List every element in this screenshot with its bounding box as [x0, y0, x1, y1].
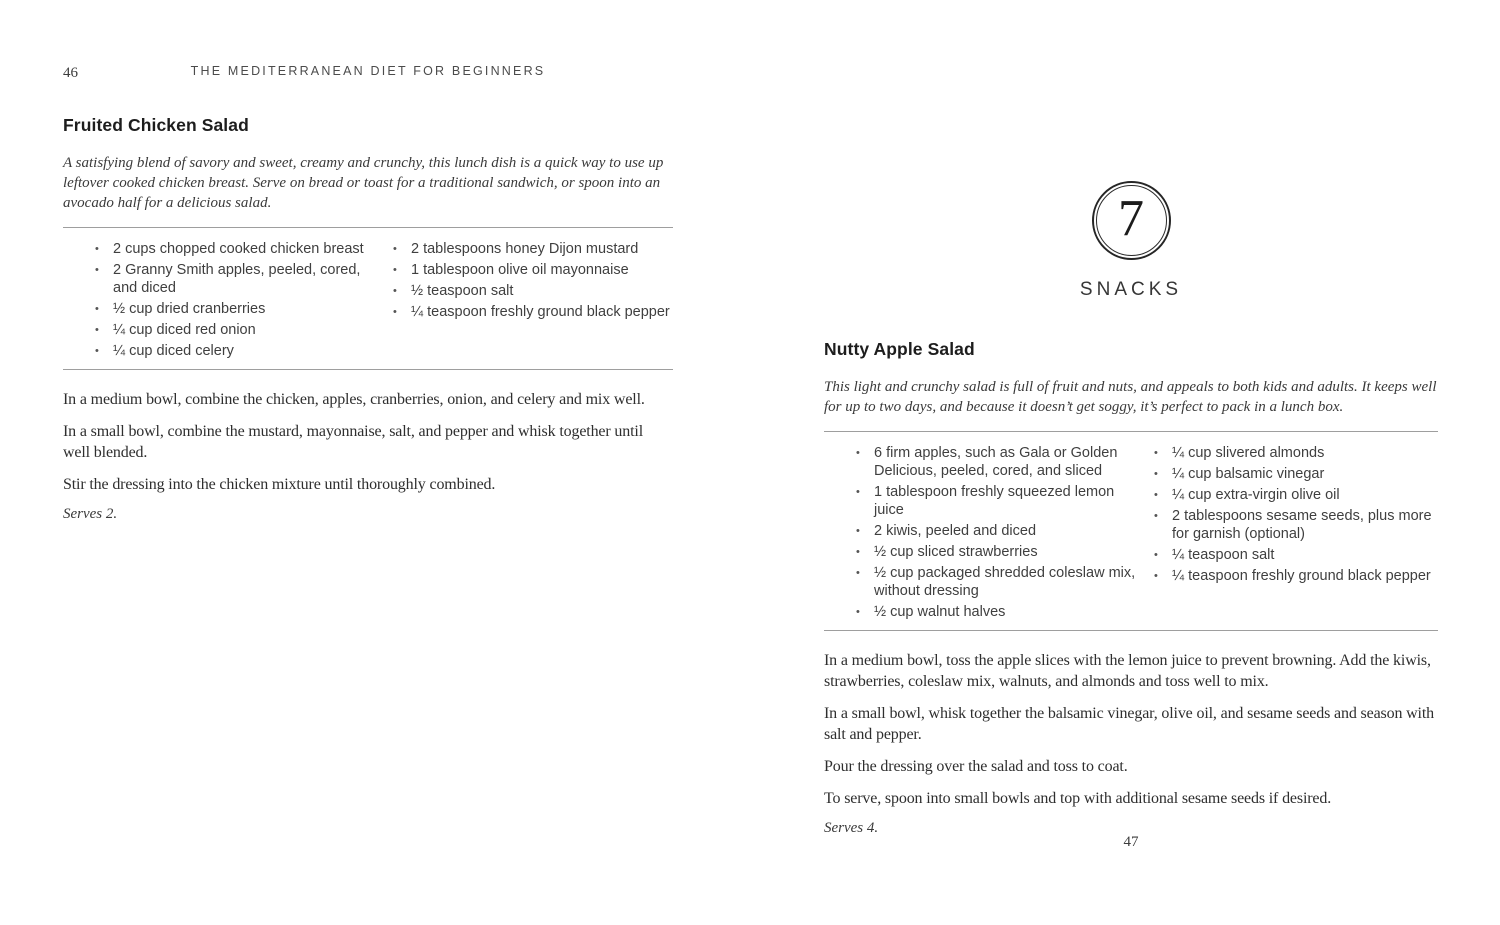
ingredient-list-left-col1	[63, 240, 393, 363]
ingredient-item	[95, 321, 379, 339]
ingredient-list-left-col2	[393, 240, 673, 363]
bullet-dot: •	[1154, 468, 1158, 480]
ingredient-item	[1154, 507, 1438, 543]
chapter-ornament	[824, 181, 1438, 301]
ingredient-item	[393, 261, 673, 279]
bullet-dot: •	[856, 606, 860, 618]
ingredient-item	[393, 303, 673, 321]
recipe-intro-right: This light and crunchy salad is full of fruit and nuts, and appeals to both kids and adults. It keeps well for up to two days, and because it doesn’t get soggy, it’s perfect to pack in a lunch box.	[824, 379, 1437, 415]
page-number-right: 47	[1123, 834, 1139, 850]
ingredient-text: 6 firm apples, such as Gala or Golden Delicious, peeled, cored, and sliced	[874, 445, 1118, 479]
ingredient-item	[95, 240, 379, 258]
ingredient-item	[856, 564, 1140, 600]
chapter-title: SNACKS	[1079, 279, 1183, 300]
running-header	[63, 64, 673, 82]
ingredient-text: ¼ cup balsamic vinegar	[1172, 466, 1325, 482]
instructions-left	[63, 389, 673, 495]
bullet-dot: •	[95, 324, 99, 336]
bullet-dot: •	[393, 243, 397, 255]
ingredient-text: ¼ teaspoon freshly ground black pepper	[411, 304, 670, 320]
ingredient-text: 1 tablespoon olive oil mayonnaise	[411, 262, 629, 278]
ingredient-item	[856, 603, 1140, 621]
instructions-right	[824, 650, 1438, 809]
instruction-step: In a small bowl, whisk together the balsamic vinegar, olive oil, and sesame seeds and season with salt and pepper.	[824, 705, 1434, 743]
ingredient-list-right-col2	[1154, 444, 1438, 624]
bullet-dot: •	[95, 345, 99, 357]
ingredient-text: ½ teaspoon salt	[411, 283, 514, 299]
bullet-dot: •	[1154, 489, 1158, 501]
ingredient-text: 2 tablespoons sesame seeds, plus more for garnish (optional)	[1172, 508, 1432, 542]
bullet-dot: •	[1154, 570, 1158, 582]
ingredient-text: ½ cup sliced strawberries	[874, 544, 1038, 560]
bullet-dot: •	[393, 264, 397, 276]
recipe-title-nutty-apple-salad: Nutty Apple Salad	[824, 339, 975, 359]
ingredients-section-left	[63, 227, 673, 370]
ingredient-text: ¼ cup slivered almonds	[1172, 445, 1325, 461]
ingredient-item	[393, 240, 673, 258]
ingredient-item	[95, 300, 379, 318]
instruction-step: Stir the dressing into the chicken mixture until thoroughly combined.	[63, 476, 496, 493]
running-head-title: THE MEDITERRANEAN DIET FOR BEGINNERS	[190, 64, 546, 78]
bullet-dot: •	[95, 243, 99, 255]
serves-note-right: Serves 4.	[824, 820, 879, 836]
ingredient-text: ¼ cup diced red onion	[113, 322, 256, 338]
ingredient-item	[856, 444, 1140, 480]
chapter-number: 7	[1118, 189, 1144, 247]
ingredient-item	[1154, 486, 1438, 504]
bullet-dot: •	[1154, 447, 1158, 459]
instruction-step: In a medium bowl, combine the chicken, apples, cranberries, onion, and celery and mix well.	[63, 391, 645, 408]
instruction-step: Pour the dressing over the salad and toss to coat.	[824, 758, 1128, 775]
ingredient-text: 1 tablespoon freshly squeezed lemon juice	[874, 484, 1115, 518]
ingredient-item	[1154, 444, 1438, 462]
bullet-dot: •	[95, 303, 99, 315]
ingredient-text: 2 tablespoons honey Dijon mustard	[411, 241, 639, 257]
page-left	[63, 0, 673, 523]
bullet-dot: •	[856, 447, 860, 459]
ingredient-text: ¼ teaspoon salt	[1172, 547, 1275, 563]
ingredients-section-right	[824, 431, 1438, 631]
ingredient-item	[856, 543, 1140, 561]
bullet-dot: •	[1154, 510, 1158, 522]
ingredient-item	[1154, 546, 1438, 564]
ingredient-item	[856, 483, 1140, 519]
bullet-dot: •	[856, 525, 860, 537]
instruction-step: In a small bowl, combine the mustard, mayonnaise, salt, and pepper and whisk together until well blended.	[63, 423, 643, 461]
ingredient-text: ¼ cup extra-virgin olive oil	[1172, 487, 1340, 503]
ingredient-text: ½ cup walnut halves	[874, 604, 1006, 620]
ingredient-list-right-col1	[824, 444, 1154, 624]
page-right	[824, 0, 1438, 837]
ingredient-item	[393, 282, 673, 300]
page-number-left: 46	[63, 65, 78, 81]
ingredient-text: ½ cup dried cranberries	[113, 301, 266, 317]
instruction-step: In a medium bowl, toss the apple slices with the lemon juice to prevent browning. Add the kiwis, strawberries, coleslaw mix, walnuts, and almonds and toss well to mix.	[824, 652, 1431, 690]
ingredient-text: ¼ teaspoon freshly ground black pepper	[1172, 568, 1431, 584]
recipe-title-fruited-chicken-salad: Fruited Chicken Salad	[63, 115, 249, 135]
bullet-dot: •	[856, 567, 860, 579]
instruction-step: To serve, spoon into small bowls and top with additional sesame seeds if desired.	[824, 790, 1332, 807]
ingredient-text: 2 cups chopped cooked chicken breast	[113, 241, 364, 257]
serves-note-left: Serves 2.	[63, 506, 118, 522]
ingredient-item	[95, 261, 379, 297]
ingredient-text: ¼ cup diced celery	[113, 343, 234, 359]
chapter-number-circle	[1092, 181, 1171, 260]
bullet-dot: •	[856, 546, 860, 558]
ingredient-item	[856, 522, 1140, 540]
bullet-dot: •	[856, 486, 860, 498]
bullet-dot: •	[1154, 549, 1158, 561]
ingredient-item	[95, 342, 379, 360]
recipe-intro-left: A satisfying blend of savory and sweet, creamy and crunchy, this lunch dish is a quick way to use up leftover cooked chicken breast. Serve on bread or toast for a traditional sandwich, or spoon into an avocado half for a delicious salad.	[63, 155, 664, 211]
bullet-dot: •	[393, 285, 397, 297]
ingredient-text: ½ cup packaged shredded coleslaw mix, without dressing	[874, 565, 1136, 599]
chapter-number-inner-ring	[1096, 185, 1167, 256]
bullet-dot: •	[393, 306, 397, 318]
ingredient-item	[1154, 465, 1438, 483]
ingredient-item	[1154, 567, 1438, 585]
ingredient-text: 2 kiwis, peeled and diced	[874, 523, 1037, 539]
ingredient-text: 2 Granny Smith apples, peeled, cored, and diced	[113, 262, 361, 296]
bullet-dot: •	[95, 264, 99, 276]
